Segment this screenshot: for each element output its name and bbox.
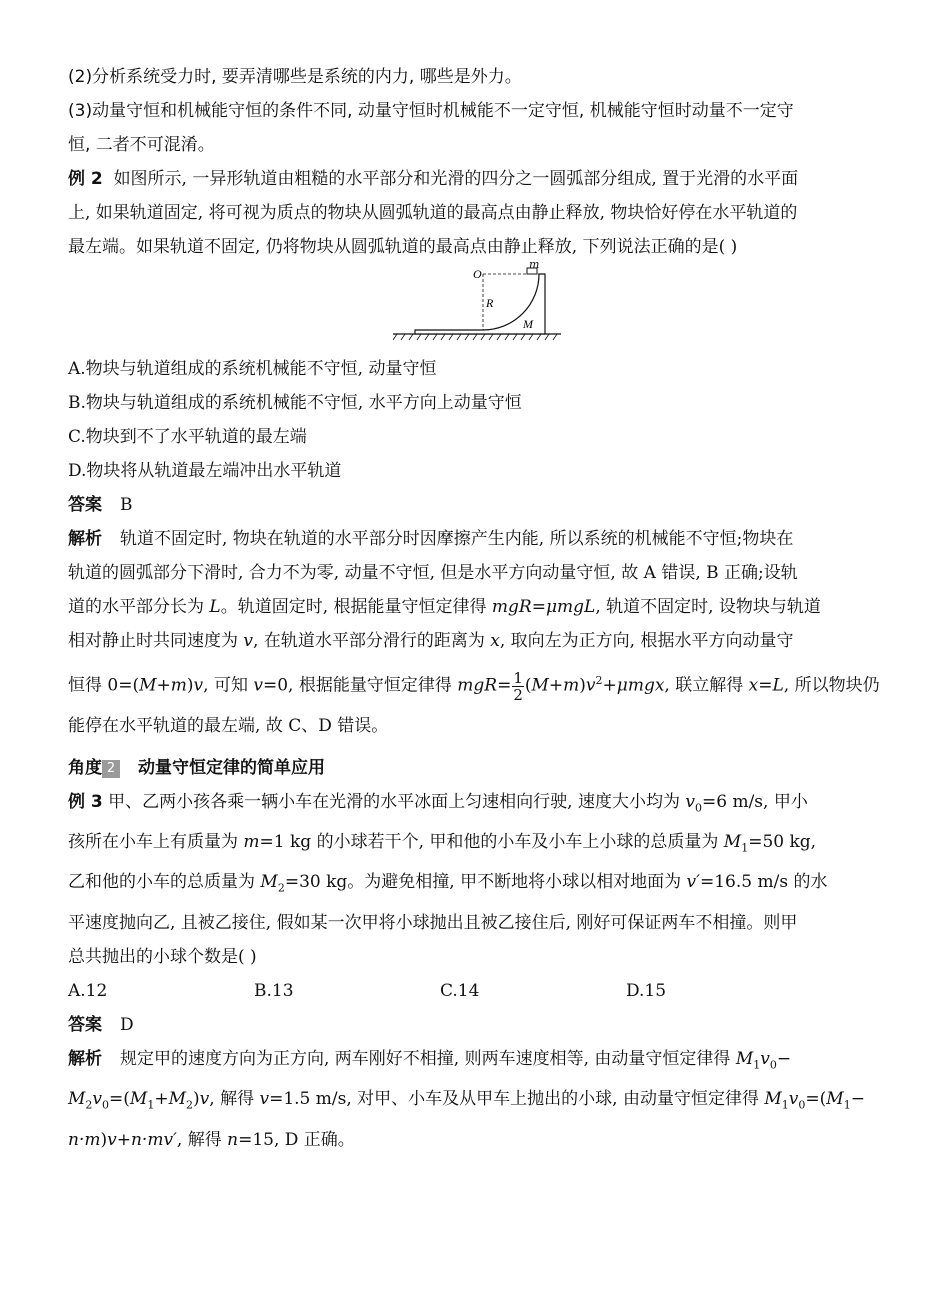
var-big-m: M (735, 1048, 754, 1069)
formula: n·m (68, 1129, 101, 1150)
example-2-analysis-line-5 (68, 658, 883, 709)
example-2-analysis-line-6: 能停在水平轨道的最左端, 故 C、D 错误。 (68, 715, 389, 736)
example-2-stem-line-2: 上, 如果轨道固定, 将可视为质点的物块从圆弧轨道的最高点由静止释放, 物块恰好停在水平轨道的 (68, 203, 798, 223)
text: =1 kg 的小球若干个, 甲和他的小车及小车上小球的总质量为 (259, 832, 724, 853)
section-prefix: 角度 (68, 757, 102, 778)
var-m: m (243, 832, 260, 853)
text: 规定甲的速度方向为正方向, 两车刚好不相撞, 则两车速度相等, 由动量守恒定律得 (120, 1048, 736, 1069)
text: = (497, 675, 512, 696)
formula: M+m (531, 675, 580, 696)
text: − (850, 1089, 865, 1110)
example-2-analysis-line-4 (68, 624, 883, 658)
text: ) (186, 675, 194, 696)
example-2-option-b: B.物块与轨道组成的系统机械能不守恒, 水平方向上动量守恒 (68, 393, 522, 413)
text: =1.5 m/s, 对甲、小车及从甲车上抛出的小球, 由动量守恒定律得 (269, 1089, 765, 1110)
text: ) (193, 1089, 200, 1110)
label-block-m: m (529, 258, 540, 271)
subscript: 0 (694, 801, 702, 815)
section-heading (68, 751, 883, 785)
subscript: 0 (102, 1098, 110, 1112)
var: v (199, 1089, 210, 1110)
example-2-analysis-line-3 (68, 590, 883, 624)
section-number-badge: 2 (102, 760, 120, 778)
var-v: v (685, 791, 695, 812)
text: , 联立解得 (664, 675, 749, 696)
formula: M+m (139, 675, 187, 696)
var-big-m: M (723, 832, 742, 853)
subscript: 2 (85, 1098, 93, 1112)
text: =( (109, 1089, 130, 1110)
example-3-label: 例 3 (68, 791, 103, 812)
analysis-label: 解析 (68, 1048, 102, 1069)
text: , 解得 (176, 1129, 228, 1150)
text: ) (100, 1129, 108, 1150)
example-3-stem-line-2 (68, 825, 883, 865)
example-2-stem-line-1 (68, 162, 883, 196)
var-v: v (193, 675, 204, 696)
example-3-stem-line-1 (68, 785, 883, 825)
var-v: v (585, 675, 596, 696)
text: + (602, 675, 617, 696)
text: =16.5 m/s 的水 (699, 872, 828, 893)
example-3-option-b: B.13 (254, 980, 294, 1001)
text: 甲、乙两小孩各乘一辆小车在光滑的水平冰面上匀速相向行驶, 速度大小均为 (108, 791, 686, 812)
text: , 在轨道水平部分滑行的距离为 (253, 631, 491, 651)
formula: mgR (457, 675, 498, 696)
var: n (227, 1129, 239, 1150)
subscript: 1 (843, 1098, 851, 1112)
example-3-analysis-line-1 (68, 1042, 883, 1082)
text: , 轨道不固定时, 设物块与轨道 (595, 597, 821, 617)
paragraph-point-3-line-2: 恒, 二者不可混淆。 (68, 135, 215, 155)
text: 孩所在小车上有质量为 (68, 832, 244, 853)
var: M (68, 1089, 86, 1110)
example-2-stem-text: 如图所示, 一异形轨道由粗糙的水平部分和光滑的四分之一圆弧部分组成, 置于光滑的水平面 (113, 169, 799, 189)
text: 道的水平部分长为 (68, 597, 210, 617)
answer-value: B (120, 495, 133, 515)
exponent: 2 (595, 674, 603, 687)
example-3-option-c: C.14 (440, 980, 480, 1001)
section-title: 动量守恒定律的简单应用 (138, 757, 325, 778)
var-v: v (760, 1048, 770, 1069)
paragraph-point-3-line-1: (3)动量守恒和机械能守恒的条件不同, 动量守恒时机械能不一定守恒, 机械能守恒时动量不一定守 (68, 101, 794, 121)
example-3-answer (68, 1008, 883, 1042)
example-3-analysis-line-3 (68, 1123, 883, 1157)
text: 乙和他的小车的总质量为 (68, 872, 261, 893)
subscript: 1 (147, 1098, 155, 1112)
example-3-option-d: D.15 (626, 980, 667, 1001)
var: v (107, 1129, 117, 1150)
subscript: 1 (741, 841, 749, 855)
text: 。轨道固定时, 根据能量守恒定律得 (220, 597, 492, 617)
var-x: x (490, 631, 500, 651)
text: =( (805, 1089, 827, 1110)
subscript: 2 (186, 1098, 194, 1112)
var: M (129, 1089, 148, 1110)
subscript: 2 (277, 881, 285, 895)
var: M (168, 1089, 187, 1110)
text: + (154, 1089, 169, 1110)
text: , 所以物块仍 (783, 675, 880, 696)
text: ) (579, 675, 586, 696)
text: 恒得 0=( (68, 675, 140, 696)
answer-value: D (120, 1014, 134, 1035)
label-o: O (473, 267, 482, 281)
text: =6 m/s, 甲小 (701, 791, 808, 812)
subscript: 1 (781, 1098, 789, 1112)
var-big-m: M (260, 872, 278, 893)
answer-label: 答案 (68, 495, 102, 515)
text: + (116, 1129, 131, 1150)
text: =50 kg, (748, 832, 817, 853)
track-figure (68, 258, 883, 348)
var-v: v (253, 675, 263, 696)
var: v (788, 1089, 799, 1110)
document-page (68, 60, 883, 1157)
example-3-option-a: A.12 (68, 980, 108, 1001)
text: =30 kg。为避免相撞, 甲不断地将小球以相对地面为 (284, 872, 687, 893)
example-3-analysis-line-2 (68, 1082, 883, 1122)
example-2-answer (68, 488, 883, 522)
label-big-m: M (523, 317, 533, 331)
var: v (92, 1089, 103, 1110)
text: ( (524, 675, 532, 696)
fraction-one-half (512, 670, 524, 703)
formula: μmgx (616, 675, 665, 696)
text: , 取向左为正方向, 根据水平方向动量守 (499, 631, 794, 651)
example-2-analysis-line-1 (68, 522, 883, 556)
answer-label: 答案 (68, 1014, 102, 1035)
text: =15, D 正确。 (238, 1129, 355, 1150)
formula: mgR=μmgL (491, 597, 596, 617)
text: , 可知 (203, 675, 254, 696)
label-r: R (486, 296, 494, 310)
var-v: v (243, 631, 254, 651)
var: M (764, 1089, 782, 1110)
analysis-label: 解析 (68, 529, 102, 549)
formula: n·mv′ (130, 1129, 177, 1150)
var: v (259, 1089, 270, 1110)
example-2-label: 例 2 (68, 169, 103, 189)
example-2-analysis-line-2: 轨道的圆弧部分下滑时, 合力不为零, 动量不守恒, 但是水平方向动量守恒, 故 A 错误, B 正确;设轨 (68, 563, 798, 583)
formula: x=L (748, 675, 784, 696)
example-2-option-d: D.物块将从轨道最左端冲出水平轨道 (68, 461, 342, 481)
text: =0, 根据能量守恒定律得 (262, 675, 458, 696)
example-2-option-c: C.物块到不了水平轨道的最左端 (68, 427, 307, 447)
example-2-stem-line-3: 最左端。如果轨道不固定, 仍将物块从圆弧轨道的最高点由静止释放, 下列说法正确的是( ) (68, 237, 738, 257)
var: M (826, 1089, 844, 1110)
paragraph-point-2: (2)分析系统受力时, 要弄清哪些是系统的内力, 哪些是外力。 (68, 67, 522, 87)
example-3-stem-line-3 (68, 865, 883, 905)
subscript: 1 (753, 1058, 761, 1072)
fraction-numerator: 1 (513, 668, 523, 687)
text: − (776, 1048, 792, 1069)
example-3-stem-line-5: 总共抛出的小球个数是( ) (68, 946, 257, 967)
subscript: 0 (798, 1098, 806, 1112)
subscript: 0 (769, 1058, 777, 1072)
text: 相对静止时共同速度为 (68, 631, 244, 651)
var-v-prime: v′ (686, 872, 700, 893)
example-3-options (68, 974, 883, 1008)
example-3-stem-line-4: 平速度抛向乙, 且被乙接住, 假如某一次甲将小球抛出且被乙接住后, 刚好可保证两车不相撞。则甲 (68, 912, 798, 933)
var-l: L (209, 597, 221, 617)
track-diagram (393, 266, 563, 346)
analysis-text: 轨道不固定时, 物块在轨道的水平部分时因摩擦产生内能, 所以系统的机械能不守恒;物块在 (120, 529, 794, 549)
example-2-option-a: A.物块与轨道组成的系统机械能不守恒, 动量守恒 (68, 359, 437, 379)
text: , 解得 (209, 1089, 260, 1110)
fraction-denominator: 2 (513, 685, 523, 704)
